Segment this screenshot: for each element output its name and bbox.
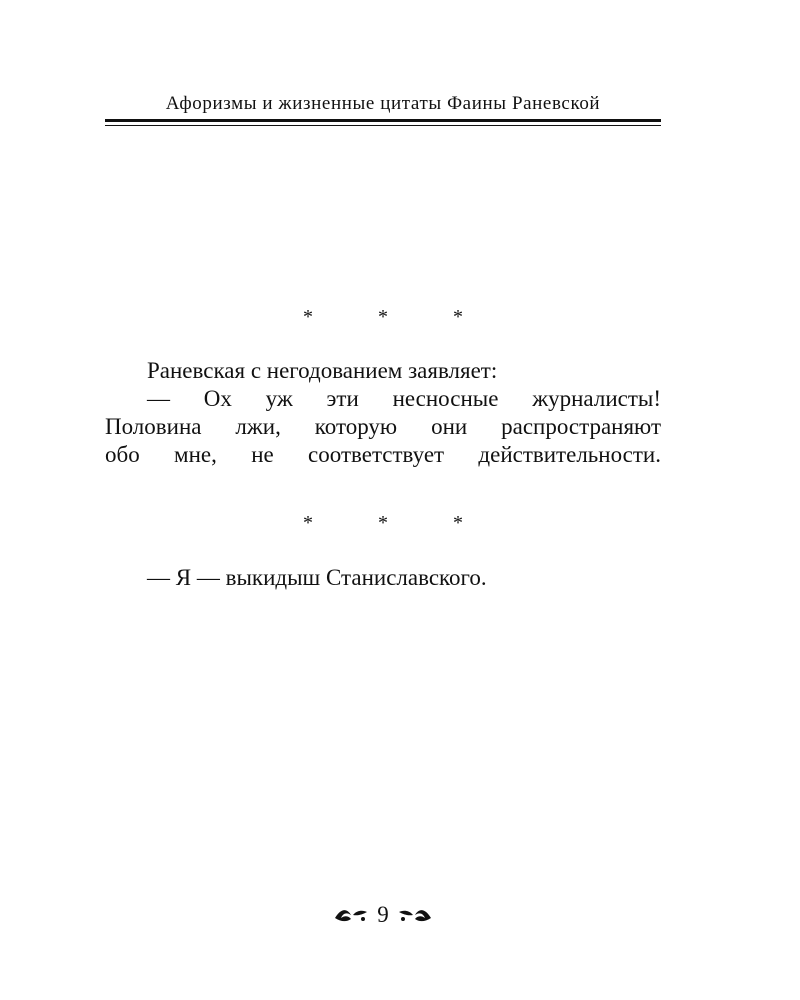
quote-line: обо мне, не соответствует действительности. — [105, 442, 661, 467]
fleuron-right-icon — [397, 906, 433, 924]
quote-line: Половина лжи, которую они распространяют — [105, 414, 661, 439]
page-number: 9 — [377, 902, 389, 927]
section-separator: * * * — [303, 306, 493, 328]
quote-line: — Ох уж эти несносные журналисты! — [147, 386, 661, 411]
quote-line: — Я — выкидыш Станиславского. — [147, 565, 487, 590]
quote-block — [105, 564, 661, 592]
quote-block — [105, 357, 661, 469]
section-separator: * * * — [303, 512, 493, 534]
header-rule-thick — [105, 119, 661, 122]
running-head: Афоризмы и жизненные цитаты Фаины Раневской — [165, 93, 601, 114]
page-footer — [105, 902, 661, 928]
fleuron-left-icon — [333, 906, 369, 924]
header-rule-thin — [105, 125, 661, 126]
quote-line: Раневская с негодованием заявляет: — [147, 358, 498, 383]
